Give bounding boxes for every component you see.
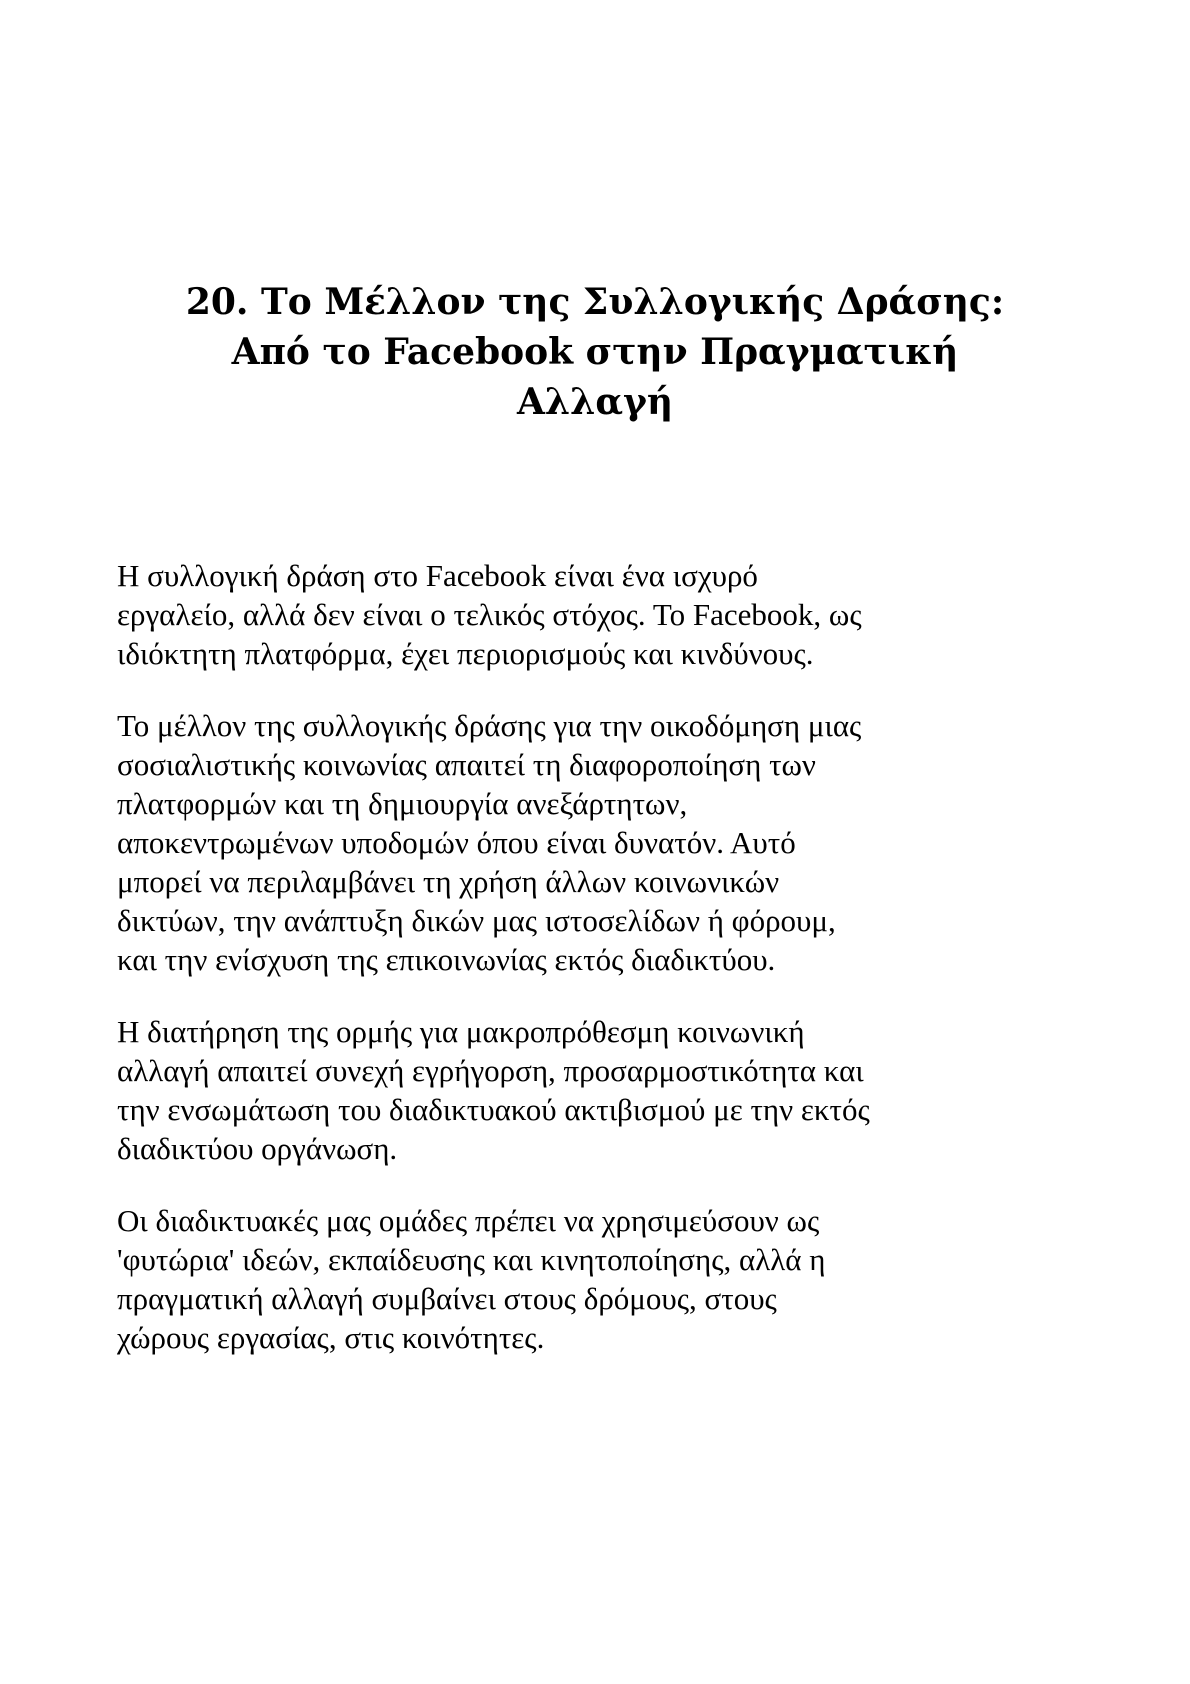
text-line: σοσιαλιστικής κοινωνίας απαιτεί τη διαφοροποίηση των bbox=[117, 747, 816, 782]
chapter-title-line: 20. Το Μέλλον της Συλλογικής Δράσης: bbox=[185, 281, 1005, 323]
chapter-title bbox=[110, 277, 1080, 427]
text-line: χώρους εργασίας, στις κοινότητες. bbox=[117, 1320, 545, 1355]
text-line: Το μέλλον της συλλογικής δράσης για την οικοδόμηση μιας bbox=[117, 708, 862, 743]
text-line: εργαλείο, αλλά δεν είναι ο τελικός στόχος. Το Facebook, ως bbox=[117, 597, 862, 632]
text-line: αλλαγή απαιτεί συνεχή εγρήγορση, προσαρμοστικότητα και bbox=[117, 1053, 864, 1088]
chapter-title-line: Από το Facebook στην Πραγματική bbox=[231, 331, 959, 373]
chapter-title-line: Αλλαγή bbox=[516, 381, 674, 423]
text-line: Οι διαδικτυακές μας ομάδες πρέπει να χρησιμεύσουν ως bbox=[117, 1203, 820, 1238]
paragraph-3 bbox=[117, 1012, 1082, 1168]
text-line: ιδιόκτητη πλατφόρμα, έχει περιορισμούς και κινδύνους. bbox=[117, 636, 814, 671]
text-line: δικτύων, την ανάπτυξη δικών μας ιστοσελίδων ή φόρουμ, bbox=[117, 903, 836, 938]
text-line: διαδικτύου οργάνωση. bbox=[117, 1131, 398, 1166]
text-line: αποκεντρωμένων υποδομών όπου είναι δυνατόν. Αυτό bbox=[117, 825, 796, 860]
text-line: πραγματική αλλαγή συμβαίνει στους δρόμους, στους bbox=[117, 1281, 777, 1316]
text-line: 'φυτώρια' ιδεών, εκπαίδευσης και κινητοποίησης, αλλά η bbox=[117, 1242, 826, 1277]
text-line: και την ενίσχυση της επικοινωνίας εκτός διαδικτύου. bbox=[117, 942, 776, 977]
body-text bbox=[117, 556, 1082, 1390]
text-line: την ενσωμάτωση του διαδικτυακού ακτιβισμού με την εκτός bbox=[117, 1092, 870, 1127]
text-line: Η συλλογική δράση στο Facebook είναι ένα ισχυρό bbox=[117, 558, 758, 593]
paragraph-2 bbox=[117, 706, 1082, 979]
text-line: μπορεί να περιλαμβάνει τη χρήση άλλων κοινωνικών bbox=[117, 864, 780, 899]
text-line: πλατφορμών και τη δημιουργία ανεξάρτητων, bbox=[117, 786, 688, 821]
text-line: Η διατήρηση της ορμής για μακροπρόθεσμη κοινωνική bbox=[117, 1014, 805, 1049]
paragraph-1 bbox=[117, 556, 1082, 673]
paragraph-4 bbox=[117, 1201, 1082, 1357]
